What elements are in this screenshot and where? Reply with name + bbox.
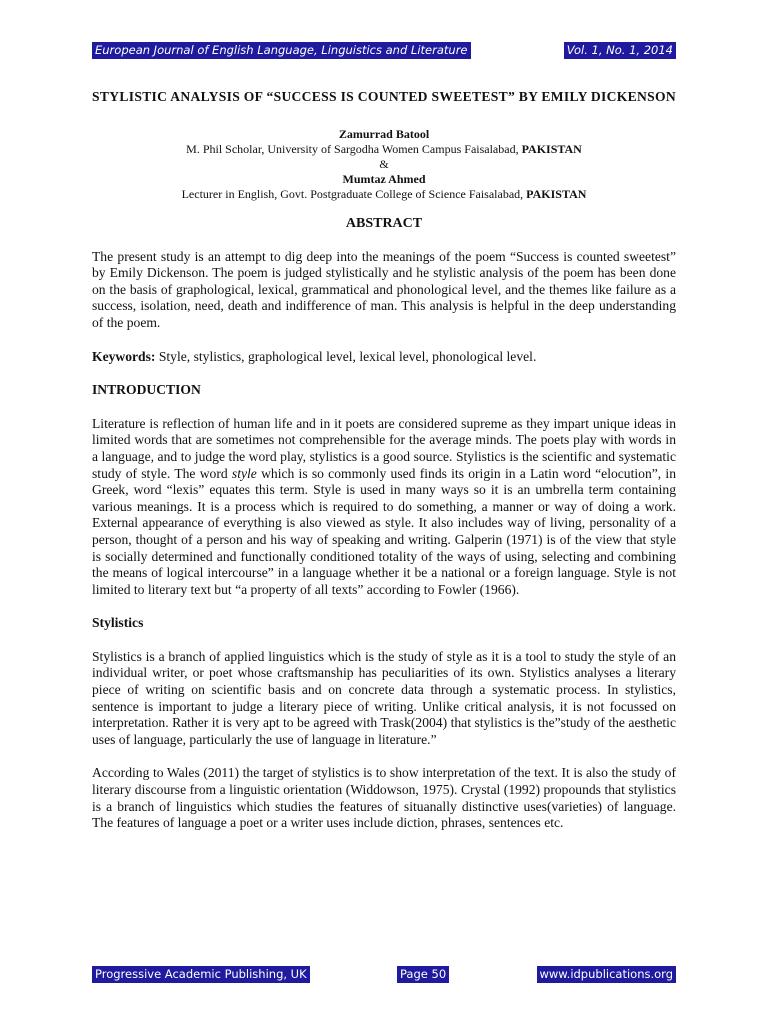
author-2-name: Mumtaz Ahmed	[342, 172, 426, 186]
abstract-text: The present study is an attempt to dig deep into the meanings of the poem “Success is counted sweetest” by Emily Dickenson. The poem is judged stylistically and he stylistic analysis of the poem has been done on the basis of graphological, lexical, grammatical and phonological level, and the themes like failure as a success, isolation, need, death and indifference of man. This analysis is helpful in the deep understanding of the poem.	[92, 248, 676, 330]
running-header	[92, 42, 676, 59]
volume-info: Vol. 1, No. 1, 2014	[564, 42, 676, 59]
paper-body	[92, 88, 676, 849]
author-1-name: Zamurrad Batool	[338, 127, 430, 141]
abstract-heading: ABSTRACT	[345, 216, 423, 231]
keywords-label: Keywords:	[92, 348, 156, 364]
stylistics-paragraph-2: According to Wales (2011) the target of stylistics is to show interpretation of the text. It is also the study of literary discourse from a linguistic orientation (Widdowson, 1975). Crystal (1992) propounds that stylistics is a branch of linguistics which studies the features of situanally distinctive uses(varieties) of language. The features of language a poet or a writer uses include diction, phrases, sentences etc.	[92, 765, 676, 831]
introduction-heading: INTRODUCTION	[92, 382, 201, 398]
journal-name: European Journal of English Language, Linguistics and Literature	[92, 42, 471, 59]
author-1-affiliation: M. Phil Scholar, University of Sargodha Women Campus Faisalabad, PAKISTAN	[186, 142, 582, 156]
paper-title: STYLISTIC ANALYSIS OF “SUCCESS IS COUNTED SWEETEST” BY EMILY DICKENSON	[92, 89, 676, 104]
author-separator: &	[379, 157, 389, 171]
author-2-affiliation: Lecturer in English, Govt. Postgraduate College of Science Faisalabad, PAKISTAN	[181, 187, 587, 201]
author-2-country: PAKISTAN	[526, 187, 587, 201]
stylistics-heading: Stylistics	[92, 615, 144, 631]
page-number: Page 50	[397, 966, 449, 983]
introduction-paragraph: Literature is reflection of human life and in it poets are considered supreme as they impart unique ideas in limited words that are sometimes not comprehensible for the average minds. The poets play with words in a language, and to judge the word play, stylistics is a good source. Stylistics is the scientific and systematic study of style. The word style which is so commonly used finds its origin in a Latin word “elocution”, in Greek, word “lexis” equates this term. Style is used in many ways so it is an umbrella term containing various meanings. It is a process which is required to do something, a manner or way of doing a work. External appearance of everything is also viewed as style. It also includes way of living, personality of a person, thought of a person and his way of speaking and writing. Galperin (1971) is of the view that style is socially determined and functionally conditioned totality of the ways of using, selecting and combining the means of logical intercourse” in a language whether it be a national or a foreign language. Style is not limited to literary text but “a property of all texts” according to Fowler (1966).	[92, 415, 677, 597]
stylistics-paragraph-1: Stylistics is a branch of applied linguistics which is the study of style as it is a tool to study the style of an individual writer, or poet whose craftsmanship has peculiarities of its own. Stylistics analyses a literary piece of writing on scientific basis and on concrete data through a systematic process. In stylistics, sentence is important to judge a literary piece of writing. Unlike critical analysis, it is not focussed on interpretation. Rather it is very apt to be agreed with Trask(2004) that stylistics is the”study of the aesthetic uses of language, particularly the use of language in literature.”	[92, 648, 676, 747]
style-term: style	[231, 465, 257, 481]
publisher-name: Progressive Academic Publishing, UK	[92, 966, 310, 983]
author-block	[92, 127, 676, 202]
keywords	[92, 349, 676, 366]
author-1-country: PAKISTAN	[521, 142, 582, 156]
running-footer	[92, 966, 676, 983]
keywords-list: Style, stylistics, graphological level, lexical level, phonological level.	[158, 348, 537, 364]
website-link[interactable]: www.idpublications.org	[537, 966, 677, 983]
